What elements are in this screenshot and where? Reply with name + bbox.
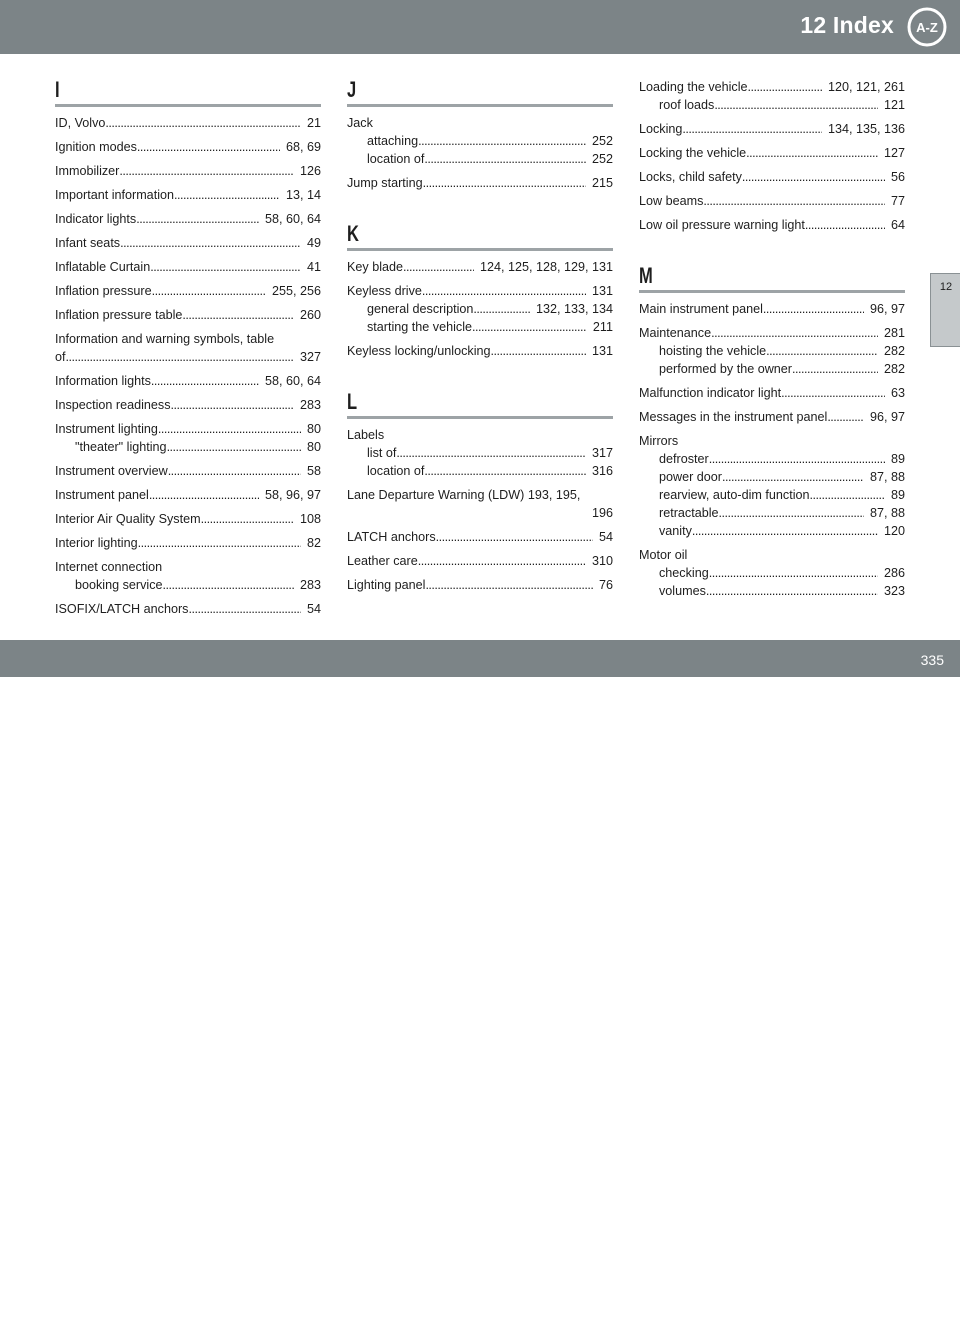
index-entry: [639, 78, 905, 114]
index-term: Low beams: [639, 194, 704, 208]
index-line: [347, 258, 613, 276]
index-line: [639, 300, 905, 318]
dot-leader: [138, 534, 301, 552]
page-references: 56: [890, 170, 905, 184]
index-entry: [55, 600, 321, 618]
index-term: Instrument lighting: [55, 422, 158, 436]
dot-leader: [136, 210, 259, 228]
page-references: 283: [299, 398, 321, 412]
index-entry: [55, 234, 321, 252]
index-term: Inflatable Curtain: [55, 260, 151, 274]
index-section: [347, 222, 613, 360]
index-line: [347, 444, 613, 462]
index-heading: Jack: [347, 116, 373, 130]
dot-leader: [174, 186, 280, 204]
page-references: 58, 60, 64: [264, 212, 321, 226]
page-references: 121: [883, 98, 905, 112]
index-line: [639, 360, 905, 378]
index-line: [639, 342, 905, 360]
index-line: [347, 576, 613, 594]
page-references: 58, 96, 97: [264, 488, 321, 502]
index-line: [639, 504, 905, 522]
page-references: 282: [883, 362, 905, 376]
index-line: [639, 522, 905, 540]
index-term: vanity: [659, 524, 692, 538]
page-references: 77: [890, 194, 905, 208]
index-line: [639, 216, 905, 234]
dot-leader: [714, 96, 878, 114]
dot-leader: [706, 582, 878, 600]
dot-leader: [423, 174, 586, 192]
index-line: [639, 192, 905, 210]
page-references: 80: [306, 422, 321, 436]
index-entry: [55, 372, 321, 390]
index-term: ID, Volvo: [55, 116, 106, 130]
index-line: [639, 384, 905, 402]
page-references: 215: [591, 176, 613, 190]
index-term: Main instrument panel: [639, 302, 763, 316]
dot-leader: [711, 324, 878, 342]
index-line: [55, 306, 321, 324]
page-references: 120, 121, 261: [827, 80, 905, 94]
page-references: 286: [883, 566, 905, 580]
dot-leader: [692, 522, 878, 540]
dot-leader: [436, 528, 593, 546]
page-references: 126: [299, 164, 321, 178]
index-term: Low oil pressure warning light: [639, 218, 805, 232]
dot-leader: [149, 486, 259, 504]
page-references: 132, 133, 134: [535, 302, 613, 316]
index-entry: [639, 192, 905, 210]
index-term: Jump starting: [347, 176, 423, 190]
index-term: attaching: [367, 134, 419, 148]
index-entry: [55, 486, 321, 504]
page-references: 41: [306, 260, 321, 274]
page-references: 96, 97: [869, 410, 905, 424]
dot-leader: [792, 360, 878, 378]
index-entry: [639, 384, 905, 402]
index-entry: [55, 138, 321, 156]
dot-leader: [66, 348, 294, 366]
section-letter: I: [55, 77, 60, 102]
index-entry: [55, 534, 321, 552]
page-references: 252: [591, 152, 613, 166]
dot-leader: [418, 132, 586, 150]
index-term: Locks, child safety: [639, 170, 742, 184]
index-section: [639, 78, 905, 234]
page-references: 316: [591, 464, 613, 478]
page-references: 124, 125, 128, 129, 131: [479, 260, 613, 274]
dot-leader: [763, 300, 864, 318]
index-term: Interior Air Quality System: [55, 512, 201, 526]
page-references: 131: [591, 284, 613, 298]
dot-leader: [709, 450, 885, 468]
dot-leader: [748, 78, 822, 96]
index-line: [639, 120, 905, 138]
index-term-line: Information and warning symbols, table: [55, 332, 275, 346]
chapter-title: 12 Index: [800, 12, 894, 38]
page-references: 58: [306, 464, 321, 478]
index-term: Lighting panel: [347, 578, 426, 592]
index-heading: Labels: [347, 428, 385, 442]
index-line: [55, 576, 321, 594]
index-term: Interior lighting: [55, 536, 138, 550]
index-entry: [55, 330, 321, 366]
index-section: [347, 78, 613, 192]
index-entry: [639, 144, 905, 162]
dot-leader: [682, 120, 822, 138]
dot-leader: [781, 384, 885, 402]
index-term: Inflation pressure: [55, 284, 152, 298]
dot-leader: [766, 342, 878, 360]
dot-leader: [703, 192, 885, 210]
page-references: 68, 69: [285, 140, 321, 154]
dot-leader: [152, 282, 266, 300]
index-term-line: Lane Departure Warning (LDW) 193, 195,: [347, 488, 581, 502]
index-entry: [55, 420, 321, 456]
index-line: [639, 144, 905, 162]
index-term: ISOFIX/LATCH anchors: [55, 602, 189, 616]
index-term: Malfunction indicator light: [639, 386, 782, 400]
index-term: starting the vehicle: [367, 320, 473, 334]
dot-leader: [182, 306, 294, 324]
index-line: [55, 438, 321, 456]
index-entry: [55, 462, 321, 480]
index-line: [347, 318, 613, 336]
dot-leader: [422, 282, 586, 300]
footer-bar: [0, 640, 960, 1316]
index-line: [639, 450, 905, 468]
index-line: [55, 114, 321, 132]
index-term: rearview, auto-dim function: [659, 488, 810, 502]
page-references: 196: [591, 506, 613, 520]
index-line: [55, 372, 321, 390]
index-line: [55, 462, 321, 480]
section-letter: L: [347, 389, 358, 414]
index-line: [55, 282, 321, 300]
dot-leader: [491, 342, 586, 360]
index-term: performed by the owner: [659, 362, 793, 376]
index-line: [639, 408, 905, 426]
index-line: [639, 486, 905, 504]
dot-leader: [742, 168, 885, 186]
section-divider: [347, 416, 613, 419]
dot-leader: [137, 138, 280, 156]
index-term: LATCH anchors: [347, 530, 436, 544]
index-line: [55, 600, 321, 618]
index-line: [55, 486, 321, 504]
dot-leader: [168, 462, 301, 480]
page-references: 87, 88: [869, 506, 905, 520]
index-entry: [639, 216, 905, 234]
index-term: of: [55, 350, 66, 364]
index-term: volumes: [659, 584, 706, 598]
side-tab-label: 12: [939, 281, 953, 293]
index-entry: [639, 408, 905, 426]
index-term: Indicator lights: [55, 212, 137, 226]
index-line: [639, 324, 905, 342]
dot-leader: [472, 318, 587, 336]
page-references: 63: [890, 386, 905, 400]
index-line: [55, 258, 321, 276]
index-column-1: [55, 78, 321, 648]
index-term: power door: [659, 470, 723, 484]
page-references: 64: [890, 218, 905, 232]
dot-leader: [120, 234, 301, 252]
index-term: Locking the vehicle: [639, 146, 747, 160]
index-column-3: [639, 78, 905, 630]
index-heading: Motor oil: [639, 548, 688, 562]
index-term: roof loads: [659, 98, 715, 112]
index-term: Locking: [639, 122, 683, 136]
page-references: 96, 97: [869, 302, 905, 316]
index-line: [55, 348, 321, 366]
index-line: [55, 420, 321, 438]
watermark: carmanualsonline.info: [560, 1286, 847, 1316]
page-references: 327: [299, 350, 321, 364]
page-references: 54: [598, 530, 613, 544]
dot-leader: [424, 462, 586, 480]
index-section: [639, 264, 905, 600]
index-term: Leather care: [347, 554, 418, 568]
page-references: 54: [306, 602, 321, 616]
page-references: 13, 14: [285, 188, 321, 202]
page-references: 80: [306, 440, 321, 454]
index-line: [347, 462, 613, 480]
index-entry: [347, 342, 613, 360]
index-line: [347, 528, 613, 546]
index-entry: [347, 528, 613, 546]
index-entry: [55, 396, 321, 414]
index-line: [639, 78, 905, 96]
index-line: [347, 174, 613, 192]
index-entry: [347, 258, 613, 276]
chapter-side-tab: [930, 273, 960, 347]
page-references: 21: [306, 116, 321, 130]
index-term: Maintenance: [639, 326, 712, 340]
index-term: checking: [659, 566, 709, 580]
index-term: Immobilizer: [55, 164, 120, 178]
page-references: 211: [592, 320, 613, 334]
index-entry: [55, 306, 321, 324]
index-term: Messages in the instrument panel: [639, 410, 828, 424]
a-z-icon-text: A-Z: [916, 20, 938, 35]
index-line: [55, 234, 321, 252]
dot-leader: [171, 396, 294, 414]
page-references: 120: [883, 524, 905, 538]
page-references: 58, 60, 64: [264, 374, 321, 388]
page-references: 323: [883, 584, 905, 598]
section-divider: [347, 248, 613, 251]
page-references: 260: [299, 308, 321, 322]
index-entry: [347, 552, 613, 570]
index-entry: [639, 324, 905, 378]
dot-leader: [396, 444, 586, 462]
page-references: 82: [306, 536, 321, 550]
dot-leader: [151, 372, 259, 390]
index-entry: [639, 300, 905, 318]
index-term: Keyless drive: [347, 284, 422, 298]
index-term: retractable: [659, 506, 719, 520]
index-line: [347, 342, 613, 360]
page-references: 317: [591, 446, 613, 460]
index-line: [55, 534, 321, 552]
index-line: [55, 510, 321, 528]
index-line: [55, 210, 321, 228]
index-line: [347, 132, 613, 150]
index-term: Keyless locking/unlocking: [347, 344, 491, 358]
index-line: [639, 582, 905, 600]
index-term: "theater" lighting: [75, 440, 167, 454]
page-references: 282: [883, 344, 905, 358]
dot-leader: [418, 552, 586, 570]
page-references: 49: [306, 236, 321, 250]
dot-leader: [163, 576, 294, 594]
dot-leader: [403, 258, 474, 276]
index-entry: [347, 282, 613, 336]
index-term: list of: [367, 446, 397, 460]
index-entry: [639, 120, 905, 138]
index-entry: [55, 282, 321, 300]
dot-leader: [150, 258, 301, 276]
dot-leader: [119, 162, 294, 180]
index-term: Instrument overview: [55, 464, 168, 478]
dot-leader: [167, 438, 301, 456]
index-term: location of: [367, 152, 425, 166]
index-section: [55, 78, 321, 618]
section-letter: M: [639, 263, 653, 288]
page-references: 283: [299, 578, 321, 592]
dot-leader: [201, 510, 294, 528]
index-entry: [639, 168, 905, 186]
index-term: Infant seats: [55, 236, 121, 250]
page-references: 87, 88: [869, 470, 905, 484]
index-line: [639, 468, 905, 486]
dot-leader: [424, 150, 586, 168]
index-entry: [55, 258, 321, 276]
index-line: [639, 564, 905, 582]
index-line: [55, 396, 321, 414]
page-references: 281: [883, 326, 905, 340]
dot-leader: [473, 300, 530, 318]
index-term: general description: [367, 302, 474, 316]
index-entry: [55, 186, 321, 204]
index-entry: [347, 426, 613, 480]
index-line: [55, 138, 321, 156]
index-term: Important information: [55, 188, 174, 202]
dot-leader: [722, 468, 864, 486]
index-entry: [55, 558, 321, 594]
index-entry: [55, 210, 321, 228]
index-term: hoisting the vehicle: [659, 344, 767, 358]
index-entry: [347, 174, 613, 192]
index-entry: [347, 486, 613, 522]
index-entry: [347, 114, 613, 168]
index-entry: [639, 432, 905, 540]
dot-leader: [827, 408, 864, 426]
index-line: [639, 168, 905, 186]
dot-leader: [105, 114, 301, 132]
index-entry: [55, 162, 321, 180]
section-divider: [639, 290, 905, 293]
index-term: location of: [367, 464, 425, 478]
page-references: 108: [299, 512, 321, 526]
index-heading: Mirrors: [639, 434, 679, 448]
page-references: 252: [591, 134, 613, 148]
dot-leader: [719, 504, 864, 522]
page-references: 89: [890, 452, 905, 466]
index-term: Information lights: [55, 374, 151, 388]
index-section: [347, 390, 613, 594]
index-heading: Internet connection: [55, 560, 163, 574]
index-line: [347, 552, 613, 570]
page-references: 134, 135, 136: [827, 122, 905, 136]
index-entry: [639, 546, 905, 600]
dot-leader: [425, 576, 593, 594]
page-references: 310: [591, 554, 613, 568]
index-column-2: [347, 78, 613, 624]
page-references: 127: [883, 146, 905, 160]
page-number: 335: [920, 652, 944, 668]
index-term: Instrument panel: [55, 488, 149, 502]
index-entry: [347, 576, 613, 594]
index-line: [347, 150, 613, 168]
section-divider: [347, 104, 613, 107]
index-line: [347, 282, 613, 300]
dot-leader: [805, 216, 885, 234]
index-line: [55, 186, 321, 204]
section-letter: K: [347, 221, 359, 246]
dot-leader: [709, 564, 878, 582]
page-references: 131: [591, 344, 613, 358]
index-term: Loading the vehicle: [639, 80, 748, 94]
index-term: Key blade: [347, 260, 404, 274]
page-references: 89: [890, 488, 905, 502]
dot-leader: [158, 420, 301, 438]
a-z-index-icon: [906, 6, 948, 48]
index-term: Ignition modes: [55, 140, 137, 154]
index-line: [55, 162, 321, 180]
index-term: Inflation pressure table: [55, 308, 183, 322]
index-term: booking service: [75, 578, 163, 592]
section-letter: J: [347, 77, 357, 102]
index-line: [639, 96, 905, 114]
dot-leader: [188, 600, 301, 618]
index-term: defroster: [659, 452, 709, 466]
index-term: Inspection readiness: [55, 398, 171, 412]
index-entry: [55, 510, 321, 528]
page-references: 76: [598, 578, 613, 592]
header-bar: [0, 0, 960, 54]
index-entry: [55, 114, 321, 132]
page-references: 255, 256: [271, 284, 321, 298]
dot-leader: [810, 486, 885, 504]
index-line: [347, 300, 613, 318]
dot-leader: [746, 144, 878, 162]
section-divider: [55, 104, 321, 107]
